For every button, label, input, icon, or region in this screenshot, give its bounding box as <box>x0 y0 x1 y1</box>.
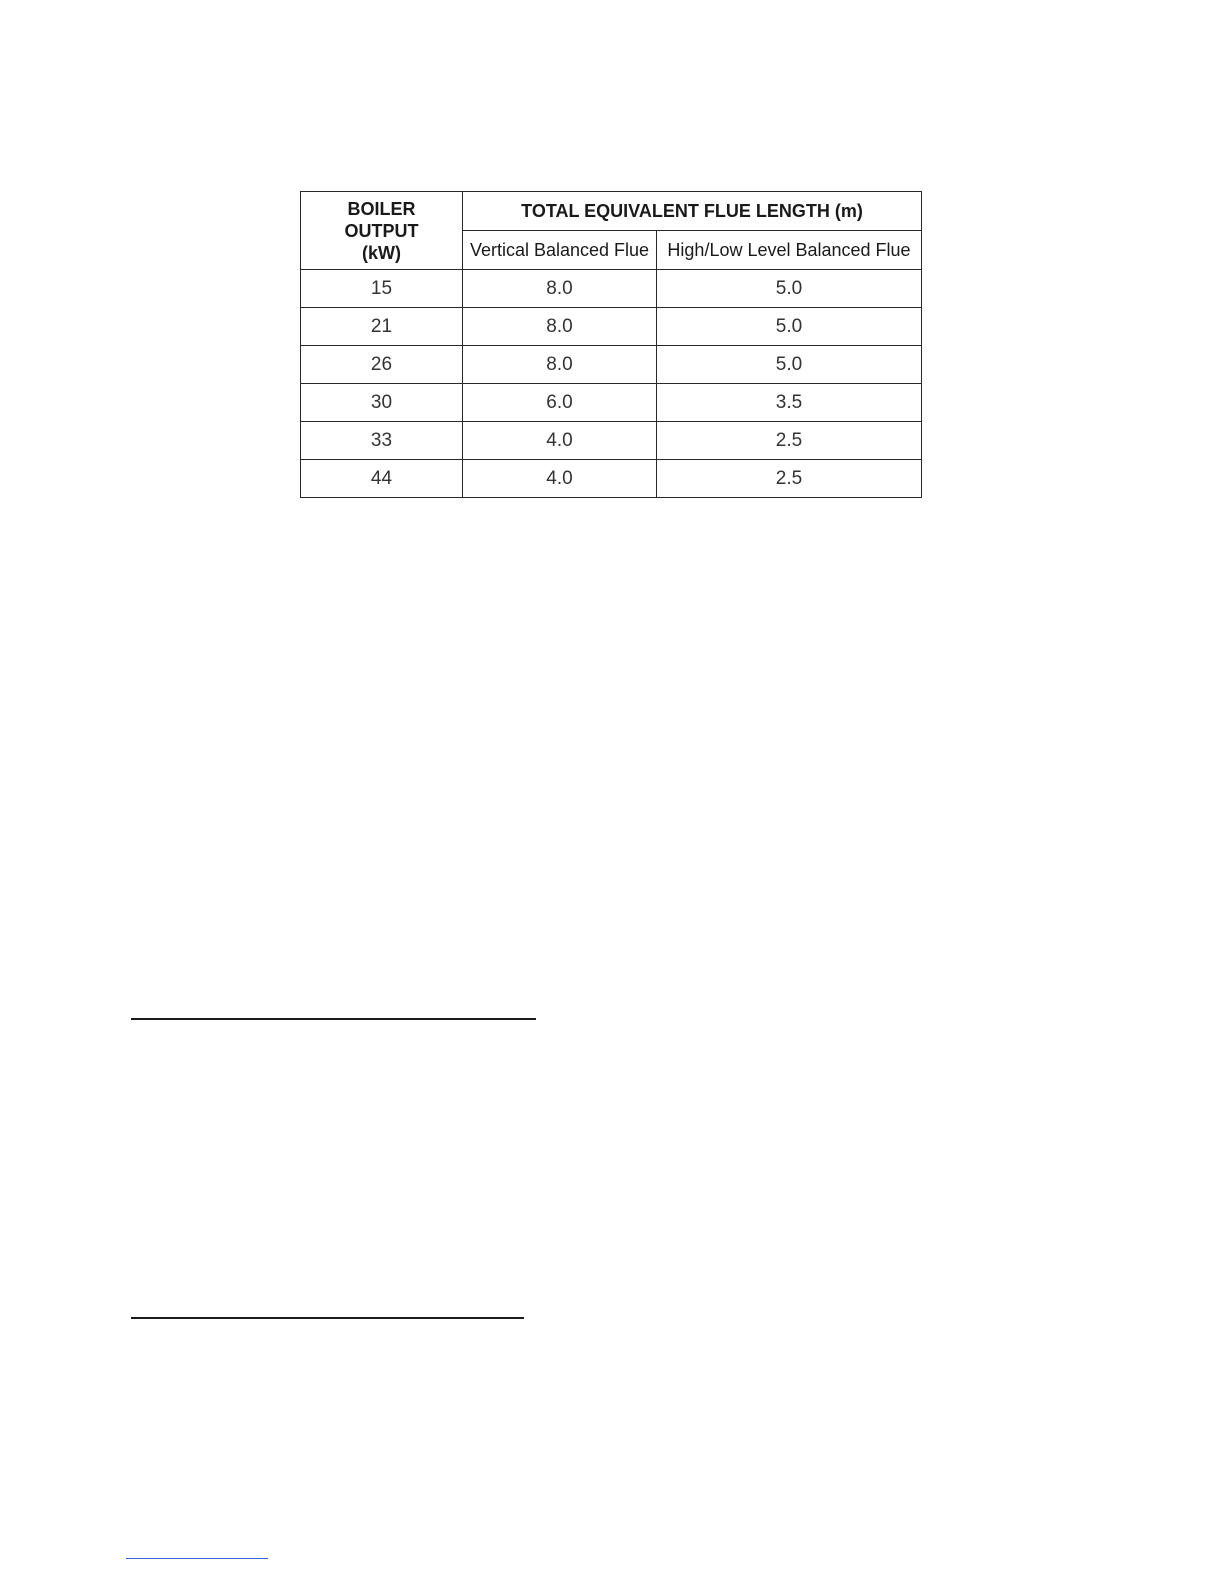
vertical-cell: 4.0 <box>463 422 657 460</box>
highlow-cell: 5.0 <box>657 346 922 384</box>
output-cell: 21 <box>301 308 463 346</box>
vertical-flue-header: Vertical Balanced Flue <box>463 231 657 270</box>
highlow-flue-header: High/Low Level Balanced Flue <box>657 231 922 270</box>
boiler-output-header-line: OUTPUT <box>344 220 419 241</box>
vertical-cell: 8.0 <box>463 270 657 308</box>
highlow-cell: 5.0 <box>657 308 922 346</box>
vertical-cell: 8.0 <box>463 346 657 384</box>
highlow-cell: 2.5 <box>657 422 922 460</box>
boiler-output-header <box>301 192 463 270</box>
horizontal-rule <box>131 1317 524 1319</box>
table-row <box>301 346 922 384</box>
table-row <box>301 460 922 498</box>
table-row <box>301 384 922 422</box>
flue-length-group-header: TOTAL EQUIVALENT FLUE LENGTH (m) <box>463 192 922 231</box>
highlow-cell: 3.5 <box>657 384 922 422</box>
output-cell: 30 <box>301 384 463 422</box>
boiler-output-header-line: (kW) <box>362 242 401 263</box>
horizontal-rule <box>131 1018 536 1020</box>
highlow-cell: 5.0 <box>657 270 922 308</box>
vertical-cell: 4.0 <box>463 460 657 498</box>
highlow-cell: 2.5 <box>657 460 922 498</box>
table-row <box>301 422 922 460</box>
boiler-output-header-line: BOILER <box>347 198 416 219</box>
output-cell: 44 <box>301 460 463 498</box>
table-header-row <box>301 192 922 231</box>
output-cell: 26 <box>301 346 463 384</box>
table-row <box>301 270 922 308</box>
flue-length-table <box>300 191 922 498</box>
table-row <box>301 308 922 346</box>
vertical-cell: 8.0 <box>463 308 657 346</box>
output-cell: 33 <box>301 422 463 460</box>
link-underline <box>126 1558 268 1559</box>
vertical-cell: 6.0 <box>463 384 657 422</box>
output-cell: 15 <box>301 270 463 308</box>
